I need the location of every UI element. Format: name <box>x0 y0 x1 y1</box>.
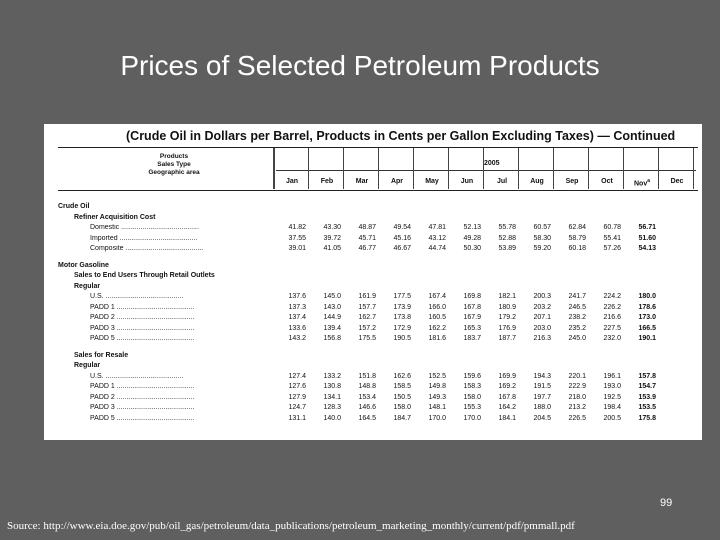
cell-jun: 167.9 <box>463 314 481 321</box>
cell-apr: 173.9 <box>393 303 411 311</box>
cell-nov: 153.5 <box>638 404 656 411</box>
column-divider <box>448 148 449 189</box>
cell-feb: 128.3 <box>323 404 341 411</box>
cell-feb: 130.8 <box>323 383 341 390</box>
cell-feb: 133.2 <box>323 372 341 380</box>
column-divider <box>308 148 309 189</box>
header-geographic-area: Geographic area <box>148 169 200 176</box>
row-label: Sales to End Users Through Retail Outlets <box>74 272 215 279</box>
cell-may: 167.4 <box>428 293 446 300</box>
cell-nov: 154.7 <box>638 383 656 390</box>
cell-aug: 200.3 <box>533 293 551 300</box>
price-table <box>44 124 702 440</box>
table-row <box>44 293 702 303</box>
cell-oct: 224.2 <box>603 293 621 300</box>
cell-apr: 46.67 <box>393 245 411 252</box>
section-row <box>44 203 702 213</box>
cell-jul: 167.8 <box>498 393 516 401</box>
column-divider <box>693 148 694 189</box>
month-header-nov: Nov$^a$ <box>633 178 650 188</box>
cell-feb: 41.05 <box>323 245 341 252</box>
page-number: 99 <box>660 497 673 509</box>
year-rule <box>276 170 696 171</box>
column-divider <box>588 148 589 189</box>
cell-aug: 59.20 <box>533 245 551 252</box>
cell-feb: 143.0 <box>323 303 341 311</box>
column-divider <box>483 148 484 189</box>
cell-jan: 37.55 <box>288 234 306 242</box>
header-products: Products <box>159 153 189 160</box>
cell-jun: 49.28 <box>463 234 481 242</box>
cell-jun: 169.8 <box>463 293 481 300</box>
column-divider <box>274 148 275 189</box>
cell-nov: 56.71 <box>638 224 656 231</box>
cell-may: 149.8 <box>428 383 446 390</box>
row-label: Motor Gasoline <box>58 261 109 269</box>
cell-may: 149.3 <box>428 393 446 401</box>
table-row <box>44 314 702 324</box>
cell-apr: 45.16 <box>393 234 411 242</box>
table-row <box>44 335 702 345</box>
row-label: PADD 3 ........................................ <box>90 404 195 411</box>
cell-jan: 137.6 <box>288 293 306 300</box>
cell-apr: 158.5 <box>393 383 411 390</box>
month-header-oct: Oct <box>601 178 613 185</box>
header-sales-type: Sales Type <box>157 161 191 168</box>
table-row <box>44 224 702 234</box>
cell-mar: 146.6 <box>358 404 376 411</box>
cell-nov: 166.5 <box>638 324 656 332</box>
cell-sep: 245.0 <box>568 335 586 342</box>
cell-oct: 57.26 <box>603 245 621 252</box>
section-row <box>44 272 702 282</box>
cell-may: 160.5 <box>428 314 446 321</box>
row-label: PADD 1 ........................................ <box>90 383 195 390</box>
row-label: Refiner Acquisition Cost <box>74 213 156 221</box>
month-header-feb: Feb <box>320 178 334 185</box>
cell-mar: 48.87 <box>358 224 376 231</box>
cell-jun: 159.6 <box>463 372 481 380</box>
cell-jun: 52.13 <box>463 224 481 231</box>
cell-jul: 169.2 <box>498 383 516 390</box>
cell-mar: 45.71 <box>358 234 376 242</box>
row-label: Crude Oil <box>58 203 90 210</box>
cell-jan: 131.1 <box>288 414 306 422</box>
cell-feb: 139.4 <box>323 324 341 332</box>
header-row-label <box>114 153 234 177</box>
column-divider <box>518 148 519 189</box>
cell-aug: 188.0 <box>533 404 551 411</box>
table-row <box>44 235 702 245</box>
cell-jul: 182.1 <box>498 293 516 300</box>
cell-apr: 158.0 <box>393 404 411 411</box>
cell-may: 47.81 <box>428 224 446 231</box>
row-label: PADD 3 ........................................ <box>90 324 195 332</box>
cell-aug: 207.1 <box>533 314 551 321</box>
cell-jan: 137.4 <box>288 314 306 321</box>
cell-may: 170.0 <box>428 414 446 422</box>
cell-may: 148.1 <box>428 404 446 411</box>
section-row <box>44 214 702 224</box>
row-label: Composite ........................................ <box>90 245 204 252</box>
section-row <box>44 352 702 362</box>
cell-sep: 60.18 <box>568 245 586 252</box>
cell-may: 152.5 <box>428 372 446 380</box>
cell-mar: 46.77 <box>358 245 376 252</box>
cell-feb: 144.9 <box>323 314 341 321</box>
table-row <box>44 394 702 404</box>
cell-nov: 51.60 <box>638 234 656 242</box>
cell-feb: 140.0 <box>323 414 341 422</box>
cell-jul: 179.2 <box>498 314 516 321</box>
month-header-mar: Mar <box>355 178 369 185</box>
cell-sep: 226.5 <box>568 414 586 422</box>
column-divider <box>343 148 344 189</box>
cell-aug: 204.5 <box>533 414 551 422</box>
cell-jul: 164.2 <box>498 404 516 411</box>
cell-mar: 157.7 <box>358 303 376 311</box>
cell-aug: 216.3 <box>533 335 551 342</box>
cell-jan: 124.7 <box>288 404 306 411</box>
row-label: PADD 1 ........................................ <box>90 303 195 311</box>
table-row <box>44 383 702 393</box>
cell-sep: 238.2 <box>568 314 586 321</box>
cell-oct: 232.0 <box>603 335 621 342</box>
cell-mar: 175.5 <box>358 335 376 342</box>
cell-jun: 165.3 <box>463 324 481 332</box>
slide-title: Prices of Selected Petroleum Products <box>120 50 600 81</box>
cell-sep: 235.2 <box>568 324 586 332</box>
cell-sep: 218.0 <box>568 393 586 401</box>
row-label: Regular <box>74 282 101 290</box>
year-header: 2005 <box>484 160 500 167</box>
cell-mar: 148.8 <box>358 383 376 390</box>
section-row <box>44 262 702 272</box>
cell-aug: 191.5 <box>533 383 551 390</box>
table-row <box>44 404 702 414</box>
cell-jan: 39.01 <box>288 245 306 252</box>
column-divider <box>378 148 379 189</box>
cell-jan: 137.3 <box>288 303 306 311</box>
section-row <box>44 283 702 293</box>
row-label: PADD 5 ........................................ <box>90 414 195 422</box>
section-row <box>44 362 702 372</box>
row-label: U.S. ........................................ <box>90 372 184 380</box>
month-header-sep: Sep <box>565 178 579 185</box>
cell-jan: 127.9 <box>288 393 306 401</box>
cell-apr: 177.5 <box>393 293 411 300</box>
source-citation: Source: http://www.eia.doe.gov/pub/oil_gas/petroleum/data_publications/petroleum_marketing_monthly/current/pdf/pmmall.pdf <box>7 520 575 532</box>
cell-aug: 197.7 <box>533 393 551 401</box>
cell-nov: 175.8 <box>638 414 656 422</box>
row-label: Sales for Resale <box>74 351 129 359</box>
cell-sep: 241.7 <box>568 293 586 300</box>
row-label: Domestic ........................................ <box>90 224 199 231</box>
cell-nov: 54.13 <box>638 245 656 252</box>
cell-nov: 157.8 <box>638 372 656 380</box>
cell-nov: 153.9 <box>638 393 656 401</box>
cell-jul: 176.9 <box>498 324 516 332</box>
cell-sep: 246.5 <box>568 303 586 311</box>
cell-aug: 60.57 <box>533 224 551 231</box>
cell-oct: 198.4 <box>603 404 621 411</box>
cell-nov: 190.1 <box>638 335 656 342</box>
cell-oct: 60.78 <box>603 224 621 231</box>
row-label: PADD 2 ........................................ <box>90 314 195 321</box>
cell-oct: 196.1 <box>603 372 621 380</box>
cell-apr: 184.7 <box>393 414 411 422</box>
cell-feb: 39.72 <box>323 234 341 242</box>
cell-mar: 162.7 <box>358 314 376 321</box>
row-label: Regular <box>74 362 101 369</box>
table-row <box>44 325 702 335</box>
column-divider <box>413 148 414 189</box>
nov-footnote-marker: a <box>647 178 650 184</box>
cell-jun: 167.8 <box>463 303 481 311</box>
cell-mar: 153.4 <box>358 393 376 401</box>
cell-feb: 43.30 <box>323 224 341 231</box>
cell-aug: 58.30 <box>533 234 551 242</box>
cell-jan: 41.82 <box>288 224 306 231</box>
month-header-jul: Jul <box>496 178 508 185</box>
cell-aug: 203.0 <box>533 324 551 332</box>
month-header-aug: Aug <box>530 178 544 185</box>
cell-apr: 162.6 <box>393 372 411 380</box>
column-divider <box>553 148 554 189</box>
cell-jul: 53.89 <box>498 245 516 252</box>
cell-feb: 134.1 <box>323 393 341 401</box>
row-label: Imported ........................................ <box>90 234 198 242</box>
cell-sep: 220.1 <box>568 372 586 380</box>
month-header-jan: Jan <box>285 178 299 185</box>
cell-nov: 180.0 <box>638 293 656 300</box>
cell-may: 43.12 <box>428 234 446 242</box>
cell-jul: 169.9 <box>498 372 516 380</box>
cell-apr: 150.5 <box>393 393 411 401</box>
cell-jan: 143.2 <box>288 335 306 342</box>
cell-jun: 183.7 <box>463 335 481 342</box>
cell-oct: 200.5 <box>603 414 621 422</box>
table-row <box>44 245 702 255</box>
cell-sep: 213.2 <box>568 404 586 411</box>
table-row <box>44 415 702 425</box>
month-header-jun: Jun <box>460 178 474 185</box>
cell-aug: 203.2 <box>533 303 551 311</box>
cell-may: 166.0 <box>428 303 446 311</box>
table-heading: (Crude Oil in Dollars per Barrel, Products in Cents per Gallon Excluding Taxes) — Continued <box>126 129 676 143</box>
cell-jan: 133.6 <box>288 324 306 332</box>
month-header-apr: Apr <box>390 178 404 185</box>
column-divider <box>273 148 274 189</box>
month-header-dec: Dec <box>670 178 684 185</box>
header-bottom-rule <box>58 190 698 191</box>
table-row <box>44 304 702 314</box>
cell-nov: 173.0 <box>638 314 656 321</box>
column-divider <box>623 148 624 189</box>
cell-mar: 164.5 <box>358 414 376 422</box>
cell-mar: 157.2 <box>358 324 376 332</box>
cell-oct: 227.5 <box>603 324 621 332</box>
cell-jun: 50.30 <box>463 245 481 252</box>
cell-jun: 155.3 <box>463 404 481 411</box>
cell-sep: 222.9 <box>568 383 586 390</box>
cell-jul: 55.78 <box>498 224 516 231</box>
cell-oct: 193.0 <box>603 383 621 390</box>
cell-oct: 216.6 <box>603 314 621 321</box>
cell-mar: 161.9 <box>358 293 376 300</box>
month-header-may: May <box>425 178 439 185</box>
cell-aug: 194.3 <box>533 372 551 380</box>
cell-feb: 145.0 <box>323 293 341 300</box>
cell-may: 44.74 <box>428 245 446 252</box>
cell-jan: 127.4 <box>288 372 306 380</box>
cell-jan: 127.6 <box>288 383 306 390</box>
cell-jul: 184.1 <box>498 414 516 422</box>
row-label: U.S. ........................................ <box>90 293 184 300</box>
cell-jul: 187.7 <box>498 335 516 342</box>
cell-jun: 158.0 <box>463 393 481 401</box>
table-row <box>44 373 702 383</box>
cell-jul: 180.9 <box>498 303 516 311</box>
cell-jun: 158.3 <box>463 383 481 390</box>
cell-apr: 49.54 <box>393 224 411 231</box>
cell-apr: 190.5 <box>393 335 411 342</box>
cell-sep: 58.79 <box>568 234 586 242</box>
cell-may: 162.2 <box>428 324 446 332</box>
row-label: PADD 2 ........................................ <box>90 393 195 401</box>
row-label: PADD 5 ........................................ <box>90 335 195 342</box>
cell-may: 181.6 <box>428 335 446 342</box>
cell-sep: 62.84 <box>568 224 586 231</box>
cell-jul: 52.88 <box>498 234 516 242</box>
cell-oct: 55.41 <box>603 234 621 242</box>
cell-nov: 178.6 <box>638 303 656 311</box>
cell-mar: 151.8 <box>358 372 376 380</box>
cell-apr: 173.8 <box>393 314 411 321</box>
cell-feb: 156.8 <box>323 335 341 342</box>
cell-jun: 170.0 <box>463 414 481 422</box>
cell-apr: 172.9 <box>393 324 411 332</box>
cell-oct: 226.2 <box>603 303 621 311</box>
cell-oct: 192.5 <box>603 393 621 401</box>
column-divider <box>658 148 659 189</box>
